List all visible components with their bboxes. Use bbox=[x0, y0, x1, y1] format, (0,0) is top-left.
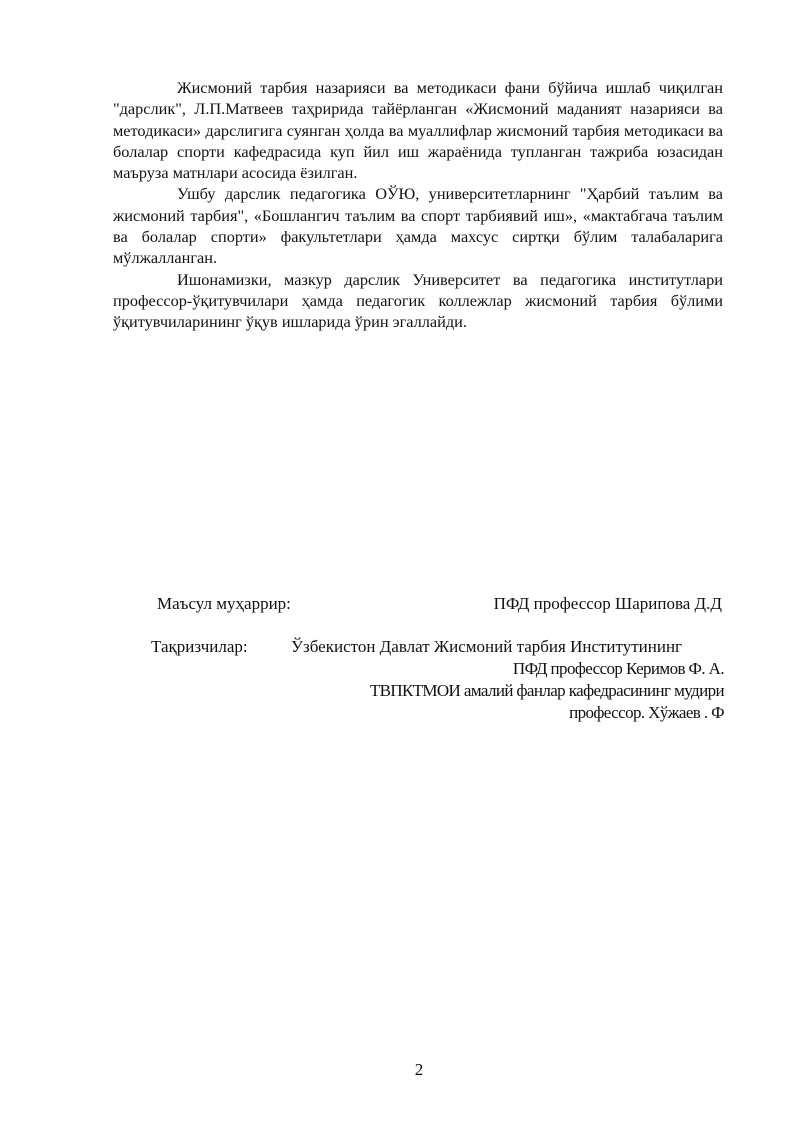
paragraph: Ушбу дарслик педагогика ОЎЮ, университетларнинг "Ҳарбий таълим ва жисмоний тарбия", «Бошлангич таълим ва спорт тарбиявий иш», «мактабгача таълим ва болалар спорти» факультетлари ҳамда махсус сиртқи бўлим талабаларига мўлжалланган. bbox=[113, 184, 723, 268]
editor-label: Маъсул муҳаррир: bbox=[157, 594, 291, 613]
reviewer-2-institution: ТВПКТМОИ амалий фанлар кафедрасининг мудири bbox=[369, 681, 724, 700]
paragraph: Ишонамизки, мазкур дарслик Университет ва педагогика институтлари профессор-ўқитувчилари ҳамда педагогик коллежлар жисмоний тарбия бўлими ўқитувчиларининг ўқув ишларида ўрин эгаллайди. bbox=[113, 269, 723, 332]
reviewer-2-name: профессор. Хўжаев . Ф bbox=[569, 703, 724, 722]
paragraph: Жисмоний тарбия назарияси ва методикаси фани бўйича ишлаб чиқилган "дарслик", Л.П.Матвеев таҳририда тайёрланган «Жисмоний маданият назарияси ва методикаси» дарслигига суянган ҳолда ва муаллифлар жисмоний тарбия методикаси ва болалар спорти кафедрасида куп йил иш жараёнида тупланган тажриба юзасидан маъруза матнлари асосида ёзилган. bbox=[113, 78, 723, 183]
editor-name: ПФД профессор Шарипова Д.Д bbox=[493, 594, 722, 613]
reviewer-1-institution: Ўзбекистон Давлат Жисмоний тарбия Институтининг bbox=[291, 637, 683, 656]
page-number: 2 bbox=[414, 1060, 424, 1079]
reviewer-1-name: ПФД профессор Керимов Ф. А. bbox=[512, 659, 724, 678]
reviewers-label: Тақризчилар: bbox=[151, 637, 248, 656]
